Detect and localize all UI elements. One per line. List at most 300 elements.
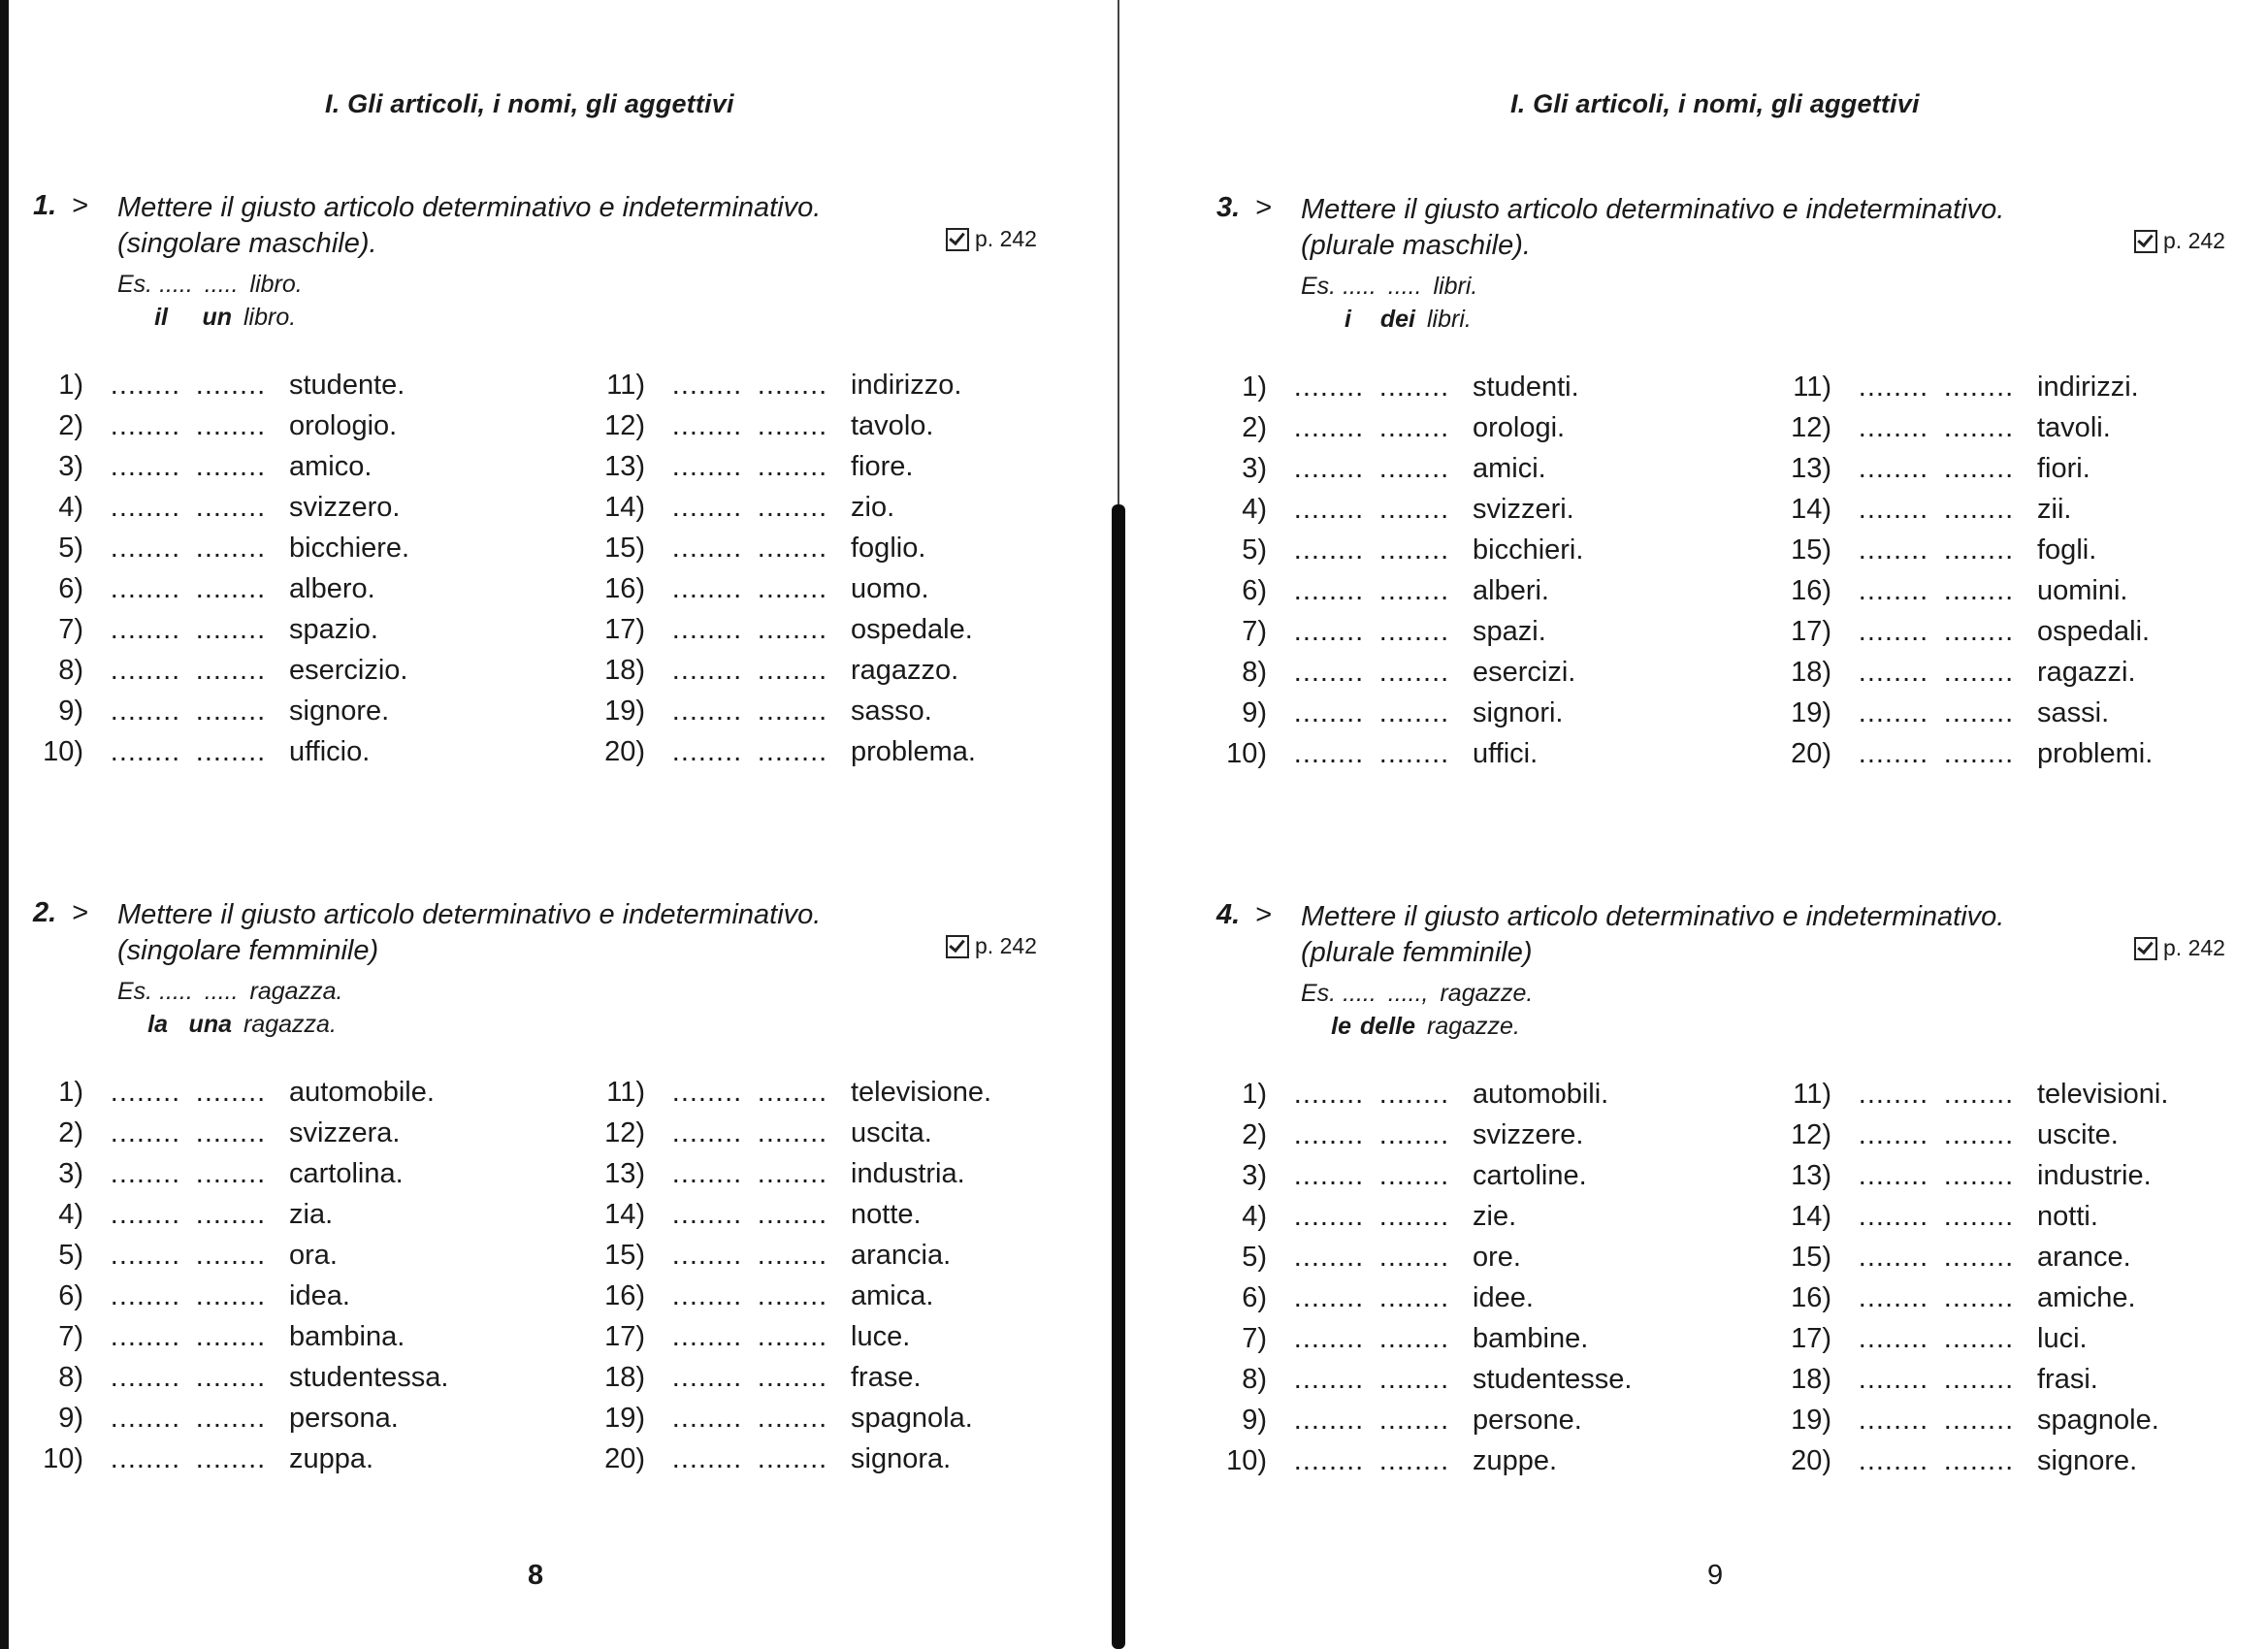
- example-prompt-part: .....: [1387, 273, 1422, 300]
- blank-definite-article: ........: [110, 492, 181, 523]
- example-prompt-part: .....: [204, 271, 239, 298]
- item-number: 1): [58, 1077, 83, 1108]
- example-prompt-part: Es. .....: [117, 978, 193, 1005]
- item-number: 18): [1791, 1364, 1831, 1395]
- item-word: zia.: [289, 1199, 334, 1230]
- exercise-item: [0, 1443, 448, 1484]
- blank-definite-article: ........: [1293, 453, 1365, 484]
- item-word: cartoline.: [1473, 1160, 1587, 1191]
- blank-definite-article: ........: [1293, 1405, 1365, 1436]
- blank-definite-article: ........: [1293, 1242, 1365, 1273]
- blank-indefinite-article: ........: [1943, 1242, 2015, 1273]
- blank-indefinite-article: ........: [1378, 1079, 1450, 1110]
- instruction-line: (singolare maschile).: [117, 228, 377, 259]
- blank-definite-article: ........: [110, 451, 181, 482]
- instruction-line: Mettere il giusto articolo determinativo e indeterminativo.: [117, 192, 822, 223]
- blank-definite-article: ........: [671, 533, 743, 564]
- checkbox-check-icon: [946, 935, 969, 958]
- item-number: 11): [1793, 1079, 1831, 1110]
- exercise-number-text: 3.: [1216, 192, 1241, 223]
- item-number: 18): [1791, 657, 1831, 688]
- item-number: 5): [58, 533, 83, 564]
- blank-definite-article: ........: [671, 1077, 743, 1108]
- exercise-item: [1748, 616, 2153, 657]
- item-word: luce.: [851, 1321, 911, 1352]
- example-answer: [117, 301, 303, 334]
- item-number: 19): [1791, 697, 1831, 728]
- blank-definite-article: ........: [671, 736, 743, 767]
- blank-indefinite-article: ........: [195, 736, 267, 767]
- exercise-instruction: [117, 190, 821, 262]
- blank-definite-article: ........: [1858, 412, 1929, 443]
- item-number: 5): [58, 1240, 83, 1271]
- blank-indefinite-article: ........: [1943, 575, 2015, 606]
- example-prompt-part: .....: [204, 978, 239, 1005]
- item-number: 8): [1242, 1364, 1267, 1395]
- blank-definite-article: ........: [671, 370, 743, 401]
- blank-definite-article: ........: [1858, 1242, 1929, 1273]
- exercise-item: [1183, 1242, 1632, 1282]
- exercise-item: [562, 655, 976, 695]
- exercise-item: [0, 1362, 448, 1403]
- blank-definite-article: ........: [1858, 494, 1929, 525]
- item-word: signora.: [851, 1443, 952, 1474]
- exercise-item: [0, 614, 409, 655]
- item-number: 20): [604, 736, 645, 767]
- item-word: amico.: [289, 451, 373, 482]
- item-number: 11): [1793, 372, 1831, 403]
- exercise-item: [1183, 1323, 1632, 1364]
- blank-definite-article: ........: [1293, 697, 1365, 728]
- item-number: 12): [604, 410, 645, 441]
- item-word: indirizzi.: [2037, 372, 2139, 403]
- exercise-item: [0, 410, 409, 451]
- items-column: [1748, 372, 2153, 779]
- blank-indefinite-article: ........: [757, 1362, 828, 1393]
- instruction-line: Mettere il giusto articolo determinativo e indeterminativo.: [1301, 901, 2005, 932]
- item-word: studentesse.: [1473, 1364, 1633, 1395]
- checkbox-check-icon: [2134, 937, 2157, 960]
- item-number: 17): [1791, 616, 1831, 647]
- item-word: studente.: [289, 370, 405, 401]
- item-word: svizzero.: [289, 492, 401, 523]
- exercise-item: [1183, 1160, 1632, 1201]
- exercise-item: [562, 1321, 991, 1362]
- reference-page: p. 242: [975, 933, 1037, 958]
- exercise-item: [1183, 1282, 1632, 1323]
- item-number: 4): [58, 492, 83, 523]
- exercise-item: [0, 1240, 448, 1280]
- blank-indefinite-article: ........: [1943, 697, 2015, 728]
- item-number: 9): [1242, 1405, 1267, 1436]
- blank-indefinite-article: ........: [757, 410, 828, 441]
- item-word: tavolo.: [851, 410, 934, 441]
- item-number: 20): [1791, 738, 1831, 769]
- blank-definite-article: ........: [671, 695, 743, 727]
- item-word: uscita.: [851, 1117, 932, 1148]
- exercise-item: [1748, 1079, 2168, 1119]
- item-word: svizzere.: [1473, 1119, 1584, 1150]
- blank-indefinite-article: ........: [195, 410, 267, 441]
- item-number: 7): [58, 614, 83, 645]
- exercise-item: [1748, 575, 2153, 616]
- example-prompt-part: .....,: [1387, 980, 1429, 1007]
- item-number: 5): [1242, 1242, 1267, 1273]
- blank-definite-article: ........: [671, 1280, 743, 1311]
- blank-indefinite-article: ........: [757, 573, 828, 604]
- item-word: persone.: [1473, 1405, 1582, 1436]
- item-number: 9): [58, 1403, 83, 1434]
- exercise-item: [1748, 412, 2153, 453]
- blank-indefinite-article: ........: [757, 1117, 828, 1148]
- exercise-number: [33, 190, 88, 222]
- item-word: indirizzo.: [851, 370, 962, 401]
- item-word: studenti.: [1473, 372, 1579, 403]
- blank-indefinite-article: ........: [757, 655, 828, 686]
- exercise-instruction: [1301, 192, 2004, 264]
- checkbox-check-icon: [2134, 230, 2157, 253]
- exercise-item: [1748, 1242, 2168, 1282]
- blank-indefinite-article: ........: [195, 1199, 267, 1230]
- blank-indefinite-article: ........: [1378, 372, 1450, 403]
- blank-definite-article: ........: [1293, 494, 1365, 525]
- blank-indefinite-article: ........: [195, 1240, 267, 1271]
- blank-indefinite-article: ........: [1378, 494, 1450, 525]
- item-word: signore.: [2037, 1445, 2138, 1476]
- item-number: 8): [58, 1362, 83, 1393]
- exercise-1: [0, 190, 1116, 869]
- blank-indefinite-article: ........: [195, 1117, 267, 1148]
- blank-indefinite-article: ........: [757, 736, 828, 767]
- item-word: fiori.: [2037, 453, 2090, 484]
- example-block: [117, 268, 303, 334]
- item-number: 10): [43, 736, 83, 767]
- instruction-line: Mettere il giusto articolo determinativo e indeterminativo.: [117, 899, 822, 930]
- running-head: I. Gli articoli, i nomi, gli aggettivi: [1510, 89, 1920, 118]
- blank-definite-article: ........: [1293, 1282, 1365, 1313]
- item-number: 3): [58, 1158, 83, 1189]
- example-prompt-part: ragazza.: [249, 978, 343, 1005]
- blank-definite-article: ........: [110, 736, 181, 767]
- blank-indefinite-article: ........: [757, 695, 828, 727]
- exercise-item: [1183, 738, 1583, 779]
- blank-definite-article: ........: [110, 695, 181, 727]
- item-number: 3): [58, 451, 83, 482]
- example-prompt: [1301, 977, 1533, 1010]
- blank-indefinite-article: ........: [1378, 1160, 1450, 1191]
- blank-definite-article: ........: [1293, 657, 1365, 688]
- blank-indefinite-article: ........: [757, 533, 828, 564]
- item-word: alberi.: [1473, 575, 1549, 606]
- blank-definite-article: ........: [1293, 534, 1365, 566]
- exercise-item: [0, 492, 409, 533]
- items-column: [562, 1077, 991, 1484]
- blank-indefinite-article: ........: [1943, 657, 2015, 688]
- item-word: problemi.: [2037, 738, 2154, 769]
- item-number: 3): [1242, 1160, 1267, 1191]
- blank-indefinite-article: ........: [1943, 1364, 2015, 1395]
- exercise-item: [562, 614, 976, 655]
- blank-definite-article: ........: [110, 1321, 181, 1352]
- item-word: problema.: [851, 736, 976, 767]
- exercise-item: [1183, 453, 1583, 494]
- blank-definite-article: ........: [110, 533, 181, 564]
- blank-indefinite-article: ........: [757, 1199, 828, 1230]
- blank-indefinite-article: ........: [1943, 1282, 2015, 1313]
- blank-definite-article: ........: [1293, 575, 1365, 606]
- exercise-item: [1183, 494, 1583, 534]
- blank-indefinite-article: ........: [1378, 1282, 1450, 1313]
- blank-definite-article: ........: [671, 1240, 743, 1271]
- example-answer-part: le: [1331, 1013, 1351, 1040]
- item-number: 2): [1242, 412, 1267, 443]
- item-number: 17): [1791, 1323, 1831, 1354]
- blank-indefinite-article: ........: [757, 1158, 828, 1189]
- item-number: 6): [1242, 1282, 1267, 1313]
- example-answer-part: ragazze.: [1427, 1013, 1520, 1040]
- exercise-item: [1183, 372, 1583, 412]
- exercise-item: [562, 451, 976, 492]
- blank-indefinite-article: ........: [195, 451, 267, 482]
- exercise-number: [1216, 192, 1272, 224]
- blank-definite-article: ........: [1858, 657, 1929, 688]
- blank-definite-article: ........: [1858, 738, 1929, 769]
- exercise-item: [0, 695, 409, 736]
- item-word: industria.: [851, 1158, 965, 1189]
- exercise-item: [0, 1321, 448, 1362]
- example-answer: [1301, 1010, 1533, 1043]
- item-word: albero.: [289, 573, 375, 604]
- blank-definite-article: ........: [671, 451, 743, 482]
- blank-indefinite-article: ........: [195, 370, 267, 401]
- item-word: ospedali.: [2037, 616, 2151, 647]
- exercise-item: [1748, 1201, 2168, 1242]
- blank-definite-article: ........: [110, 1077, 181, 1108]
- item-number: 6): [58, 573, 83, 604]
- exercise-item: [1748, 657, 2153, 697]
- example-prompt: [117, 975, 342, 1008]
- example-prompt-part: Es. .....: [117, 271, 193, 298]
- blank-definite-article: ........: [671, 655, 743, 686]
- item-word: luci.: [2037, 1323, 2088, 1354]
- exercise-item: [562, 1117, 991, 1158]
- item-number: 7): [1242, 1323, 1267, 1354]
- blank-indefinite-article: ........: [1378, 616, 1450, 647]
- item-number: 12): [604, 1117, 645, 1148]
- exercise-item: [0, 1158, 448, 1199]
- blank-definite-article: ........: [1858, 1405, 1929, 1436]
- item-number: 2): [58, 410, 83, 441]
- exercise-item: [1183, 575, 1583, 616]
- blank-indefinite-article: ........: [1378, 534, 1450, 566]
- item-number: 12): [1791, 1119, 1831, 1150]
- item-number: 17): [604, 1321, 645, 1352]
- example-answer-part: ragazza.: [243, 1011, 337, 1038]
- exercise-item: [0, 736, 409, 777]
- answer-reference: [946, 933, 1037, 959]
- blank-definite-article: ........: [110, 573, 181, 604]
- blank-definite-article: ........: [671, 410, 743, 441]
- blank-indefinite-article: ........: [1378, 1242, 1450, 1273]
- item-word: televisioni.: [2037, 1079, 2169, 1110]
- blank-indefinite-article: ........: [195, 492, 267, 523]
- blank-indefinite-article: ........: [1943, 1119, 2015, 1150]
- item-number: 18): [604, 655, 645, 686]
- item-word: ora.: [289, 1240, 338, 1271]
- blank-indefinite-article: ........: [195, 573, 267, 604]
- example-answer: [117, 1008, 342, 1041]
- page-left: [0, 0, 1116, 1649]
- exercise-item: [0, 451, 409, 492]
- blank-indefinite-article: ........: [1378, 453, 1450, 484]
- item-number: 9): [58, 695, 83, 727]
- item-word: zie.: [1473, 1201, 1517, 1232]
- blank-indefinite-article: ........: [757, 370, 828, 401]
- blank-indefinite-article: ........: [1943, 1160, 2015, 1191]
- exercise-item: [1183, 1405, 1632, 1445]
- blank-indefinite-article: ........: [1378, 1323, 1450, 1354]
- item-number: 4): [1242, 1201, 1267, 1232]
- blank-indefinite-article: ........: [757, 1240, 828, 1271]
- item-word: signore.: [289, 695, 390, 727]
- blank-indefinite-article: ........: [1378, 657, 1450, 688]
- items-column: [562, 370, 976, 777]
- blank-definite-article: ........: [110, 1240, 181, 1271]
- exercise-instruction: [117, 897, 821, 969]
- blank-indefinite-article: ........: [195, 1280, 267, 1311]
- item-word: spagnola.: [851, 1403, 973, 1434]
- exercise-item: [0, 1077, 448, 1117]
- blank-definite-article: ........: [671, 1321, 743, 1352]
- blank-definite-article: ........: [1293, 1323, 1365, 1354]
- blank-indefinite-article: ........: [195, 614, 267, 645]
- exercise-number-text: 2.: [33, 897, 57, 928]
- item-word: persona.: [289, 1403, 399, 1434]
- item-word: industrie.: [2037, 1160, 2152, 1191]
- item-number: 1): [1242, 1079, 1267, 1110]
- item-number: 14): [604, 1199, 645, 1230]
- item-number: 16): [1791, 1282, 1831, 1313]
- blank-definite-article: ........: [1858, 372, 1929, 403]
- exercise-item: [562, 1280, 991, 1321]
- item-word: idee.: [1473, 1282, 1534, 1313]
- item-number: 13): [604, 1158, 645, 1189]
- blank-definite-article: ........: [1858, 1282, 1929, 1313]
- example-prompt: [117, 268, 303, 301]
- item-number: 6): [58, 1280, 83, 1311]
- item-number: 1): [1242, 372, 1267, 403]
- exercise-item: [0, 533, 409, 573]
- items-column: [0, 1077, 448, 1484]
- blank-indefinite-article: ........: [1943, 412, 2015, 443]
- example-block: [1301, 977, 1533, 1043]
- instruction-line: Mettere il giusto articolo determinativo e indeterminativo.: [1301, 194, 2005, 225]
- item-word: frasi.: [2037, 1364, 2098, 1395]
- example-prompt-part: ragazze.: [1440, 980, 1534, 1007]
- item-number: 15): [604, 533, 645, 564]
- exercise-item: [1748, 534, 2153, 575]
- blank-definite-article: ........: [110, 1403, 181, 1434]
- item-word: zuppe.: [1473, 1445, 1558, 1476]
- item-number: 4): [58, 1199, 83, 1230]
- item-word: bicchiere.: [289, 533, 410, 564]
- blank-indefinite-article: ........: [757, 1280, 828, 1311]
- exercise-item: [0, 655, 409, 695]
- item-number: 19): [1791, 1405, 1831, 1436]
- exercise-item: [562, 1443, 991, 1484]
- reference-page: p. 242: [2163, 935, 2225, 960]
- item-number: 15): [604, 1240, 645, 1271]
- item-number: 18): [604, 1362, 645, 1393]
- item-word: ufficio.: [289, 736, 371, 767]
- blank-indefinite-article: ........: [195, 1077, 267, 1108]
- blank-indefinite-article: ........: [1378, 1445, 1450, 1476]
- exercise-number-text: 1.: [33, 190, 57, 221]
- exercise-item: [1748, 1282, 2168, 1323]
- blank-definite-article: ........: [671, 1443, 743, 1474]
- item-number: 13): [604, 451, 645, 482]
- item-word: tavoli.: [2037, 412, 2111, 443]
- blank-definite-article: ........: [671, 1199, 743, 1230]
- blank-definite-article: ........: [1293, 738, 1365, 769]
- blank-indefinite-article: ........: [1943, 1323, 2015, 1354]
- exercise-item: [1183, 412, 1583, 453]
- blank-definite-article: ........: [1293, 1201, 1365, 1232]
- blank-indefinite-article: ........: [757, 1077, 828, 1108]
- item-number: 15): [1791, 1242, 1831, 1273]
- item-number: 17): [604, 614, 645, 645]
- blank-definite-article: ........: [110, 1443, 181, 1474]
- example-answer-part: libro.: [243, 304, 297, 331]
- exercise-item: [562, 492, 976, 533]
- running-head: I. Gli articoli, i nomi, gli aggettivi: [325, 89, 734, 118]
- exercise-2: [0, 897, 1116, 1576]
- item-word: svizzera.: [289, 1117, 401, 1148]
- item-word: uffici.: [1473, 738, 1539, 769]
- items-column: [1183, 372, 1583, 779]
- blank-indefinite-article: ........: [1943, 616, 2015, 647]
- blank-indefinite-article: ........: [1943, 1405, 2015, 1436]
- blank-definite-article: ........: [671, 1403, 743, 1434]
- item-word: notti.: [2037, 1201, 2098, 1232]
- blank-indefinite-article: ........: [1378, 1405, 1450, 1436]
- item-word: studentessa.: [289, 1362, 449, 1393]
- example-prompt-part: libri.: [1433, 273, 1478, 300]
- item-number: 20): [604, 1443, 645, 1474]
- blank-indefinite-article: ........: [757, 1403, 828, 1434]
- blank-definite-article: ........: [1293, 412, 1365, 443]
- item-word: orologi.: [1473, 412, 1566, 443]
- blank-definite-article: ........: [110, 1117, 181, 1148]
- blank-definite-article: ........: [1293, 1364, 1365, 1395]
- example-prompt-part: Es. .....: [1301, 980, 1377, 1007]
- blank-indefinite-article: ........: [1378, 412, 1450, 443]
- blank-indefinite-article: ........: [195, 695, 267, 727]
- blank-indefinite-article: ........: [757, 1321, 828, 1352]
- blank-definite-article: ........: [1293, 616, 1365, 647]
- item-word: spazio.: [289, 614, 378, 645]
- exercise-item: [1183, 1201, 1632, 1242]
- exercise-item: [562, 370, 976, 410]
- instruction-line: (plurale femminile): [1301, 937, 1533, 968]
- blank-definite-article: ........: [1293, 1079, 1365, 1110]
- blank-definite-article: ........: [110, 614, 181, 645]
- item-number: 15): [1791, 534, 1831, 566]
- answer-reference: [2134, 228, 2225, 254]
- exercise-item: [0, 1199, 448, 1240]
- blank-indefinite-article: ........: [1378, 697, 1450, 728]
- blank-indefinite-article: ........: [1378, 575, 1450, 606]
